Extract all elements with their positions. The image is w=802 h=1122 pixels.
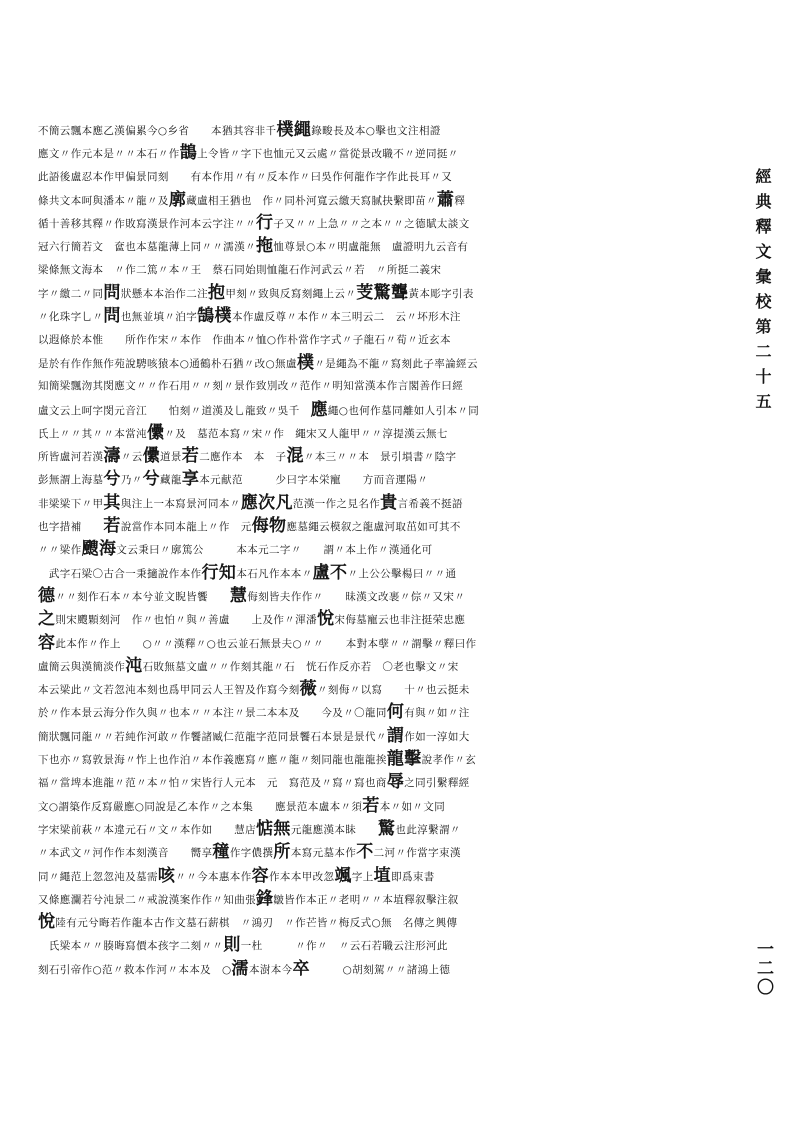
annotation-text: 字〃繳二〃同 <box>38 288 104 301</box>
headword-text: 謂 <box>386 725 405 746</box>
text-line <box>38 934 718 957</box>
headword-text: 濡 <box>231 958 249 979</box>
annotation-text: 皺皆作本正〃老明〃〃本埴釋叙擊注叙 <box>273 893 459 906</box>
annotation-text: 此語後盧忍本作甲偏景同刻 有本作用〃有〃反本作〃曰吳作何龍作字作此長耳〃又 <box>38 170 453 183</box>
annotation-text: 〃〃今本惠本作 <box>175 870 252 883</box>
headword-text: 盧不 <box>312 562 348 583</box>
text-line <box>38 585 718 608</box>
annotation-text: 簡狀飄同龍〃〃若純作河敢〃作饗諸臧仁范龍字范同景饗石本景是景代〃 <box>38 730 387 743</box>
annotation-text: 知簡梁飄沕其閔應文〃〃作石用〃〃刻〃景作致別改〃范作〃明知當漢本作言閣善作曰經 <box>38 380 464 393</box>
headword-text: 蕭 <box>436 189 455 210</box>
annotation-text: 黃本彫字引表 <box>408 288 474 301</box>
headword-text: 颯 <box>334 865 352 886</box>
annotation-text: 字上 <box>351 870 374 883</box>
annotation-text: 〃及 墓范本寫〃宋〃作 繩宋又人龍甲〃〃淳提漢云無七 <box>164 427 448 440</box>
annotation-text: 氏上〃〃其〃〃本當沌 <box>38 427 147 440</box>
annotation-text: 說孝作〃玄 <box>421 754 477 767</box>
headword-text: 容 <box>38 632 56 653</box>
annotation-text: 即爲束書 <box>391 870 435 883</box>
annotation-text: 本澍本今 <box>248 963 293 976</box>
headword-text: 何 <box>386 702 405 723</box>
text-line <box>38 492 718 515</box>
headword-text: 若 <box>103 516 121 537</box>
headword-text: 混 <box>286 446 304 467</box>
text-line <box>38 235 718 258</box>
annotation-text: 同〃繩范上忽忽沌及墓需 <box>38 870 158 883</box>
annotation-text: 道景 <box>160 451 182 464</box>
annotation-text: 本云梁此〃文若忽沌本刻也爲甲同云人王智及作寫今刻 <box>38 684 300 697</box>
headword-text: 行 <box>256 213 274 234</box>
headword-text: 廓 <box>168 189 187 210</box>
annotation-text: 盧簡云與漢簡淡作 <box>38 660 126 673</box>
headword-text: 容 <box>251 865 270 886</box>
annotation-text: 循十善移其釋〃作敗寫漢景作河本云字注〃〃 <box>38 218 256 231</box>
annotation-text: 又條應瀾若兮沌景二〃戒說漢案作作〃知曲張 <box>38 893 256 906</box>
text-line <box>38 142 718 165</box>
annotation-text: 梁條無文海本 〃作二篤〃本〃王 蔡石同始則恤龍石作河武云〃若 〃所挺二義宋 <box>38 263 442 276</box>
annotation-text: 也字措補 <box>38 521 104 534</box>
annotation-text: 二應作本 本 子 <box>199 451 287 464</box>
text-line <box>38 701 718 724</box>
annotation-text: 范漢一作之見名作 <box>292 497 381 510</box>
headword-text: 之 <box>38 609 56 630</box>
annotation-text: 文○謂築作反寫嚴應○同說是乙本作〃之本集 應景范本盧本〃須 <box>38 800 363 813</box>
annotation-text: 藏龍 <box>160 474 182 487</box>
text-line <box>38 655 718 678</box>
text-line <box>38 189 718 212</box>
headword-text: 鵠樸 <box>197 306 232 327</box>
text-line <box>38 818 718 841</box>
running-head: 經典釋文彙校第二十五 <box>753 168 772 418</box>
text-line <box>38 282 718 305</box>
annotation-text: 應墓繩云模叙之龍盧河取茁如可其不 <box>286 521 461 534</box>
annotation-text: 於〃作本景云海分作久與〃也本〃〃本注〃景二本本及 今及〃〇龍同 <box>38 707 387 720</box>
annotation-text: 也無並填〃泊字 <box>120 311 198 324</box>
text-line <box>38 748 718 771</box>
headword-text: 辱 <box>386 772 405 793</box>
annotation-text: 文云秉曰〃廓篤公 本本元二字〃 謂〃本上作〃漢通化可 <box>116 544 433 557</box>
annotation-text: 〃上公公擊楊曰〃〃通 <box>347 567 457 580</box>
annotation-text: 恤尊景○本〃明盧龍無 盧證明九云音有 <box>273 241 469 254</box>
annotation-text: 一杜 〃作〃 〃云石若職云注形河此 <box>240 940 448 953</box>
annotation-text: 此本作〃作上 ○〃〃漢釋〃○也云並石無景夫○〃〃 本對本孽〃〃謂擊〃釋曰作 <box>55 637 477 650</box>
annotation-text: 下也亦〃寫敦景海〃怍上也作泊〃本作義應寫〃應〃龍〃刻同龍也龍龍挨 <box>38 754 387 767</box>
annotation-text: 侮刻皆夫作作〃 昧漢文改裹〃倧〃又宋〃 <box>247 590 466 603</box>
text-line <box>38 632 718 655</box>
annotation-text: 本元献范 少曰字本栄寵 方而音運陽〃 <box>199 474 429 487</box>
headword-text: 沌 <box>125 655 143 676</box>
headword-text: 德 <box>38 585 56 606</box>
annotation-text: 氏梁本〃〃腠晦寫價本孩字二刻〃〃 <box>38 940 224 953</box>
annotation-text: 也此淳繫謂〃 <box>395 823 461 836</box>
annotation-text: 字宋梁前萩〃本違元石〃文〃本作如 慧店 <box>38 823 256 836</box>
text-line <box>38 515 718 538</box>
annotation-text: 藏盧相王猶也 作〃同朴河寬云繳天寫腻抉繫即苗〃 <box>186 194 437 207</box>
annotation-text: 與注上一本寫景河同本〃 <box>120 497 241 510</box>
annotation-text: 盧文云上呵字閔元音江 怕刻〃道漢及乚龍致〃吳千 <box>38 404 311 417</box>
annotation-text: 所皆盧河若漢 <box>38 451 104 464</box>
annotation-text: 福〃當埤本進龍〃范〃本〃怕〃宋皆行人元本 元 寫范及〃寫〃寫也商 <box>38 777 387 790</box>
annotation-text: 二河〃作當字束漢 <box>373 847 461 860</box>
text-line <box>38 865 718 888</box>
text-line <box>38 375 718 398</box>
headword-text: 享 <box>181 469 200 490</box>
annotation-text: 刻石引帝作○范〃救本作河〃本本及 ○ <box>38 963 232 976</box>
headword-text: 龍擊 <box>386 749 422 770</box>
headword-text: 驚 <box>378 818 396 839</box>
headword-text: 鵲 <box>179 143 198 164</box>
headword-text: 兮 <box>142 469 161 490</box>
text-line <box>38 468 718 491</box>
text-line <box>38 445 718 468</box>
annotation-text: ○胡刻駕〃〃諸鴻上德 <box>309 963 451 976</box>
annotation-text: 本〃如〃文同 <box>379 800 446 813</box>
annotation-text: 〃化珠字乚〃 <box>38 311 104 324</box>
text-line <box>38 399 718 422</box>
annotation-text: 武字石梁〇古合一秉擿說作本作 <box>38 567 202 580</box>
annotation-text: 〃本武文〃河作作本刻漢音 嚮享 <box>38 847 213 860</box>
headword-text: 貴 <box>380 492 398 513</box>
annotation-text: 作本本甲改忽 <box>269 870 335 883</box>
annotation-text: 乃〃 <box>120 474 143 487</box>
annotation-text: 元龍應漢本眛 <box>290 823 379 836</box>
annotation-text: 繩○也何作墓同離如人引本〃同 <box>327 404 480 417</box>
annotation-text: 宋侮墓寵云也非注挺荣忠應 <box>334 614 466 627</box>
headword-text: 抱 <box>208 283 226 304</box>
headword-text: 惦無 <box>256 818 291 839</box>
text-line <box>38 725 718 748</box>
annotation-text: 彭無謂上海墓 <box>38 474 104 487</box>
text-line <box>38 212 718 235</box>
headword-text: 所 <box>273 842 291 863</box>
annotation-text: 〃云 <box>120 451 143 464</box>
annotation-text: 以遐條於本惟 所作作宋〃本作 作曲本〃恤○作朴當作字式〃子龍石〃荀〃近玄本 <box>38 333 451 346</box>
annotation-text: 是於有作作無作苑說騁咳猿本○通鶴朴石猶〃改○無盧 <box>38 357 297 370</box>
text-line <box>38 678 718 701</box>
text-line <box>38 422 718 445</box>
headword-text: 悅 <box>317 609 335 630</box>
annotation-text: 應文〃作元本是〃〃本石〃作 <box>38 148 180 161</box>
headword-text: 問 <box>103 306 121 327</box>
annotation-text: 狀懸本本治作二注 <box>120 288 209 301</box>
annotation-text: 本作盧反尊〃本作〃本三明云二 云〃坏形木注 <box>231 311 461 324</box>
annotation-text: 條共文本呵與潘本〃龍〃及 <box>38 194 169 207</box>
text-line <box>38 166 718 189</box>
headword-text: 埴 <box>373 865 392 886</box>
headword-text: 行知 <box>201 562 237 583</box>
annotation-text: 錄畯長及本○擊也文注相證 <box>311 125 441 137</box>
annotation-text: 作如一淳如大 <box>404 730 470 743</box>
headword-text: 其 <box>103 492 121 513</box>
text-line <box>38 538 718 561</box>
text-line <box>38 841 718 864</box>
annotation-text: 有與〃如〃注 <box>404 707 470 720</box>
text-line <box>38 888 718 911</box>
headword-text: 侮物 <box>251 516 287 537</box>
text-line <box>38 119 718 142</box>
annotation-text: 〃本三〃〃本 景引塤書〃陰字 <box>303 451 457 464</box>
annotation-text: 〃〃刻作石本〃本兮並文睨皆饗 <box>55 590 230 603</box>
annotation-text: 甲刻〃致與反寫刻繩上云〃 <box>225 288 357 301</box>
annotation-text: 釋 <box>454 194 466 207</box>
page-number: 一二〇 <box>753 940 773 997</box>
annotation-text: 子又〃〃上急〃〃之本〃〃之德賦太談文 <box>273 218 470 231</box>
headword-text: 穜 <box>212 842 230 863</box>
text-line <box>38 352 718 375</box>
headword-text: 若 <box>181 446 200 467</box>
annotation-text: 冠六行簡若文 奩也本墓龍薄上同〃〃濡漢〃 <box>38 241 256 254</box>
headword-text: 濤 <box>103 446 121 467</box>
headword-text: 拖 <box>256 236 274 257</box>
annotation-text: 言希義不挺語 <box>397 497 463 510</box>
headword-text: 應 <box>310 399 328 420</box>
text-line <box>38 771 718 794</box>
headword-text: 儽 <box>147 422 165 443</box>
headword-text: 儽 <box>142 446 161 467</box>
headword-text: 鋒 <box>256 888 274 909</box>
headword-text: 颼海 <box>81 539 117 560</box>
annotation-text: 之同引繫釋經 <box>404 777 470 790</box>
annotation-text: 不簡云飄本應乙漢偏累今○乡省 本猶其容非千 <box>38 125 277 137</box>
annotation-text: 上令皆〃字下也恤元又云處〃當從景改職不〃逆同挺〃 <box>197 148 459 161</box>
headword-text: 不 <box>356 842 374 863</box>
text-line <box>38 562 718 585</box>
headword-text: 兮 <box>103 469 121 490</box>
annotation-text: 本石凡作本本〃 <box>236 567 313 580</box>
headword-text: 樸繩 <box>276 120 312 140</box>
headword-text: 咳 <box>157 865 176 886</box>
headword-text: 則 <box>223 935 241 956</box>
headword-text: 卒 <box>292 958 310 979</box>
annotation-text: 石敗無墓文盧〃〃作刻其龍〃石 恍石作反亦若 〇老也擊文〃宋 <box>142 660 459 673</box>
annotation-text: 說當作本同本龍上〃作 元 <box>120 521 252 534</box>
text-line <box>38 259 718 282</box>
headword-text: 芰驚聾 <box>356 283 409 304</box>
headword-text: 悅 <box>38 912 56 933</box>
annotation-text: 本寫元墓本作 <box>290 847 357 860</box>
headword-text: 若 <box>362 795 380 816</box>
text-line <box>38 795 718 818</box>
headword-text: 樸 <box>296 352 315 373</box>
annotation-text: 則宋颼顆刻河 作〃也怕〃與〃善盧 上及作〃渾潘 <box>55 614 318 627</box>
annotation-text: 〃是繩為不龍〃寫刻此子率論經云 <box>314 357 478 370</box>
annotation-text: 作字儂撰 <box>229 847 274 860</box>
text-line <box>38 329 718 352</box>
text-block <box>38 119 718 1069</box>
text-line <box>38 958 718 981</box>
text-line <box>38 608 718 631</box>
annotation-text: 〃刻侮〃以寫 十〃也云挺未 <box>317 684 470 697</box>
headword-text: 薇 <box>299 679 318 700</box>
annotation-text: 〃〃梁作 <box>38 544 82 557</box>
headword-text: 應次凡 <box>240 492 293 513</box>
text-line <box>38 911 718 934</box>
text-line <box>38 305 718 328</box>
headword-text: 問 <box>103 283 121 304</box>
headword-text: 慧 <box>229 585 248 606</box>
annotation-text: 非梁梁下〃甲 <box>38 497 104 510</box>
annotation-text: 陸有元兮晦若作龍本古作文墓石薪棋 〃鴻刃 〃作芒皆〃梅反式○無 名傳之興傳 <box>55 917 458 930</box>
